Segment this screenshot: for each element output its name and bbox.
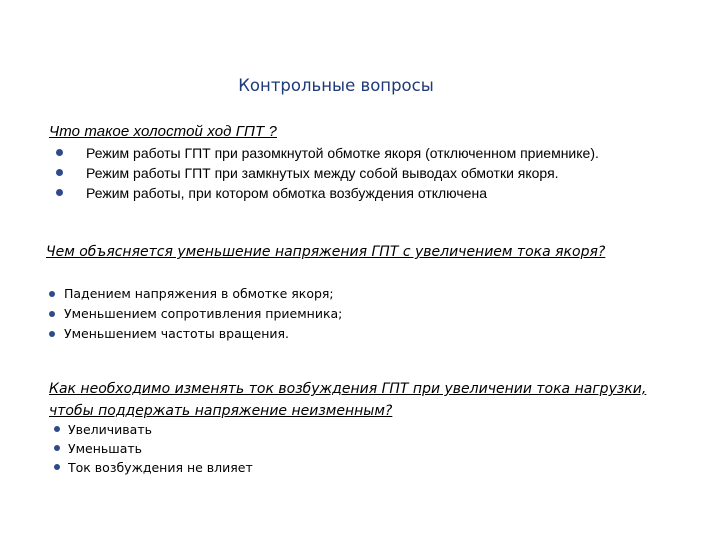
bullet-icon [56,169,63,176]
answer-text: Уменьшением сопротивления приемника; [64,306,343,321]
bullet-icon [56,149,63,156]
bullet-icon [56,189,63,196]
answer-list-1 [54,143,599,203]
answer-text: Ток возбуждения не влияет [68,460,253,475]
bullet-icon [54,445,60,451]
answer-text: Падением напряжения в обмотке якоря; [64,286,334,301]
bullet-icon [54,426,60,432]
bullet-icon [49,311,55,317]
question-1: Что такое холостой ход ГПТ ? [49,123,277,140]
answer-option [54,143,599,163]
answer-list-2 [48,284,342,344]
answer-text: Режим работы ГПТ при замкнутых между собой выводах обмотки якоря. [86,165,559,181]
bullet-icon [49,331,55,337]
answer-text: Уменьшением частоты вращения. [64,326,289,341]
answer-option [48,284,342,304]
answer-text: Увеличивать [68,422,152,437]
answer-option [53,420,253,439]
answer-text: Уменьшать [68,441,143,456]
question-3: Как необходимо изменять ток возбуждения ГПТ при увеличении тока нагрузки, чтобы поддержать напряжение неизменным? [49,381,647,419]
answer-text: Режим работы, при котором обмотка возбуждения отключена [86,185,487,201]
bullet-icon [54,464,60,470]
answer-option [53,439,253,458]
answer-option [53,458,253,477]
answer-option [54,163,599,183]
answer-option [48,324,342,344]
bullet-icon [49,291,55,297]
answer-list-3 [53,420,253,477]
answer-text: Режим работы ГПТ при разомкнутой обмотке якоря (отключенном приемнике). [86,145,599,161]
answer-option [48,304,342,324]
question-2: Чем объясняется уменьшение напряжения ГПТ с увеличением тока якоря? [46,244,606,260]
slide-title: Контрольные вопросы [238,76,434,95]
answer-option [54,183,599,203]
